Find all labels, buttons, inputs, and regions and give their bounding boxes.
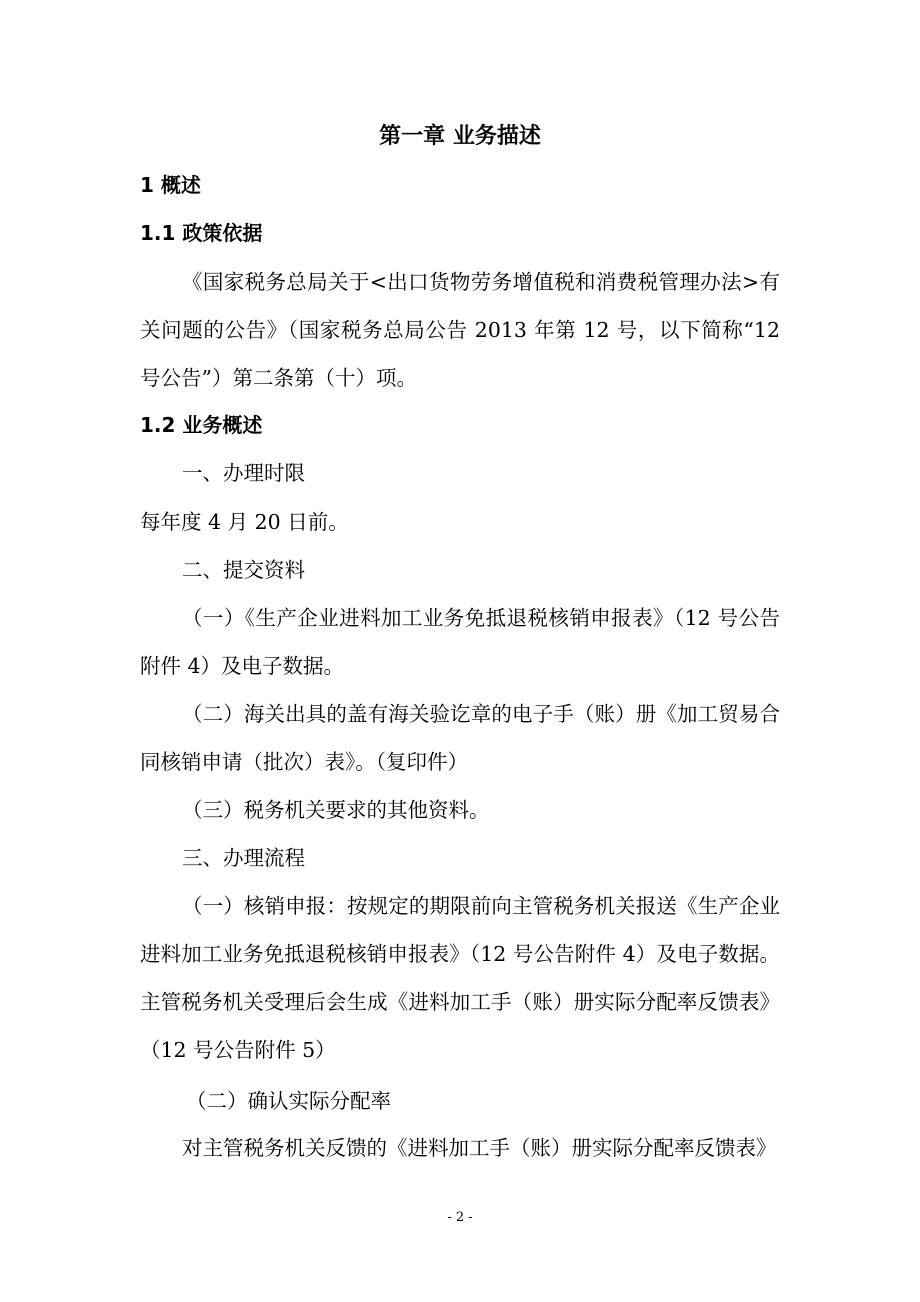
chapter-title: 第一章 业务描述 (379, 124, 541, 149)
deadline-heading: 一、办理时限 (182, 461, 305, 485)
deadline-text: 每年度 4 月 20 日前。 (140, 510, 349, 534)
materials-heading: 二、提交资料 (182, 558, 305, 582)
material-item-3: （三）税务机关要求的其他资料。 (182, 798, 490, 822)
material-item-2: （二）海关出具的盖有海关验讫章的电子手（账）册《加工贸易合同核销申请（批次）表》。（复印件） (140, 702, 780, 774)
section-heading-overview: 1 概述 (140, 173, 201, 197)
material-item-1: （一）《生产企业进料加工业务免抵退税核销申报表》（12 号公告附件 4）及电子数据。 (140, 606, 780, 678)
page-number: - 2 - (447, 1210, 473, 1225)
policy-basis-paragraph: 《国家税务总局关于<出口货物劳务增值税和消费税管理办法>有关问题的公告》（国家税务总局公告 2013 年第 12 号，以下简称“12 号公告”）第二条第（十）项。 (140, 270, 780, 390)
process-heading: 三、办理流程 (182, 846, 305, 870)
section-heading-policy-basis: 1.1 政策依据 (140, 221, 263, 245)
process-step-2-text: 对主管税务机关反馈的《进料加工手（账）册实际分配率反馈表》 (182, 1136, 777, 1160)
section-heading-business-overview: 1.2 业务概述 (140, 413, 263, 437)
process-step-2-heading: （二）确认实际分配率 (186, 1089, 391, 1113)
process-step-1: （一）核销申报：按规定的期限前向主管税务机关报送《生产企业进料加工业务免抵退税核销申报表》（12 号公告附件 4）及电子数据。主管税务机关受理后会生成《进料加工手（账）册实际分配率反馈表》（12 号公告附件 5） (140, 894, 780, 1062)
